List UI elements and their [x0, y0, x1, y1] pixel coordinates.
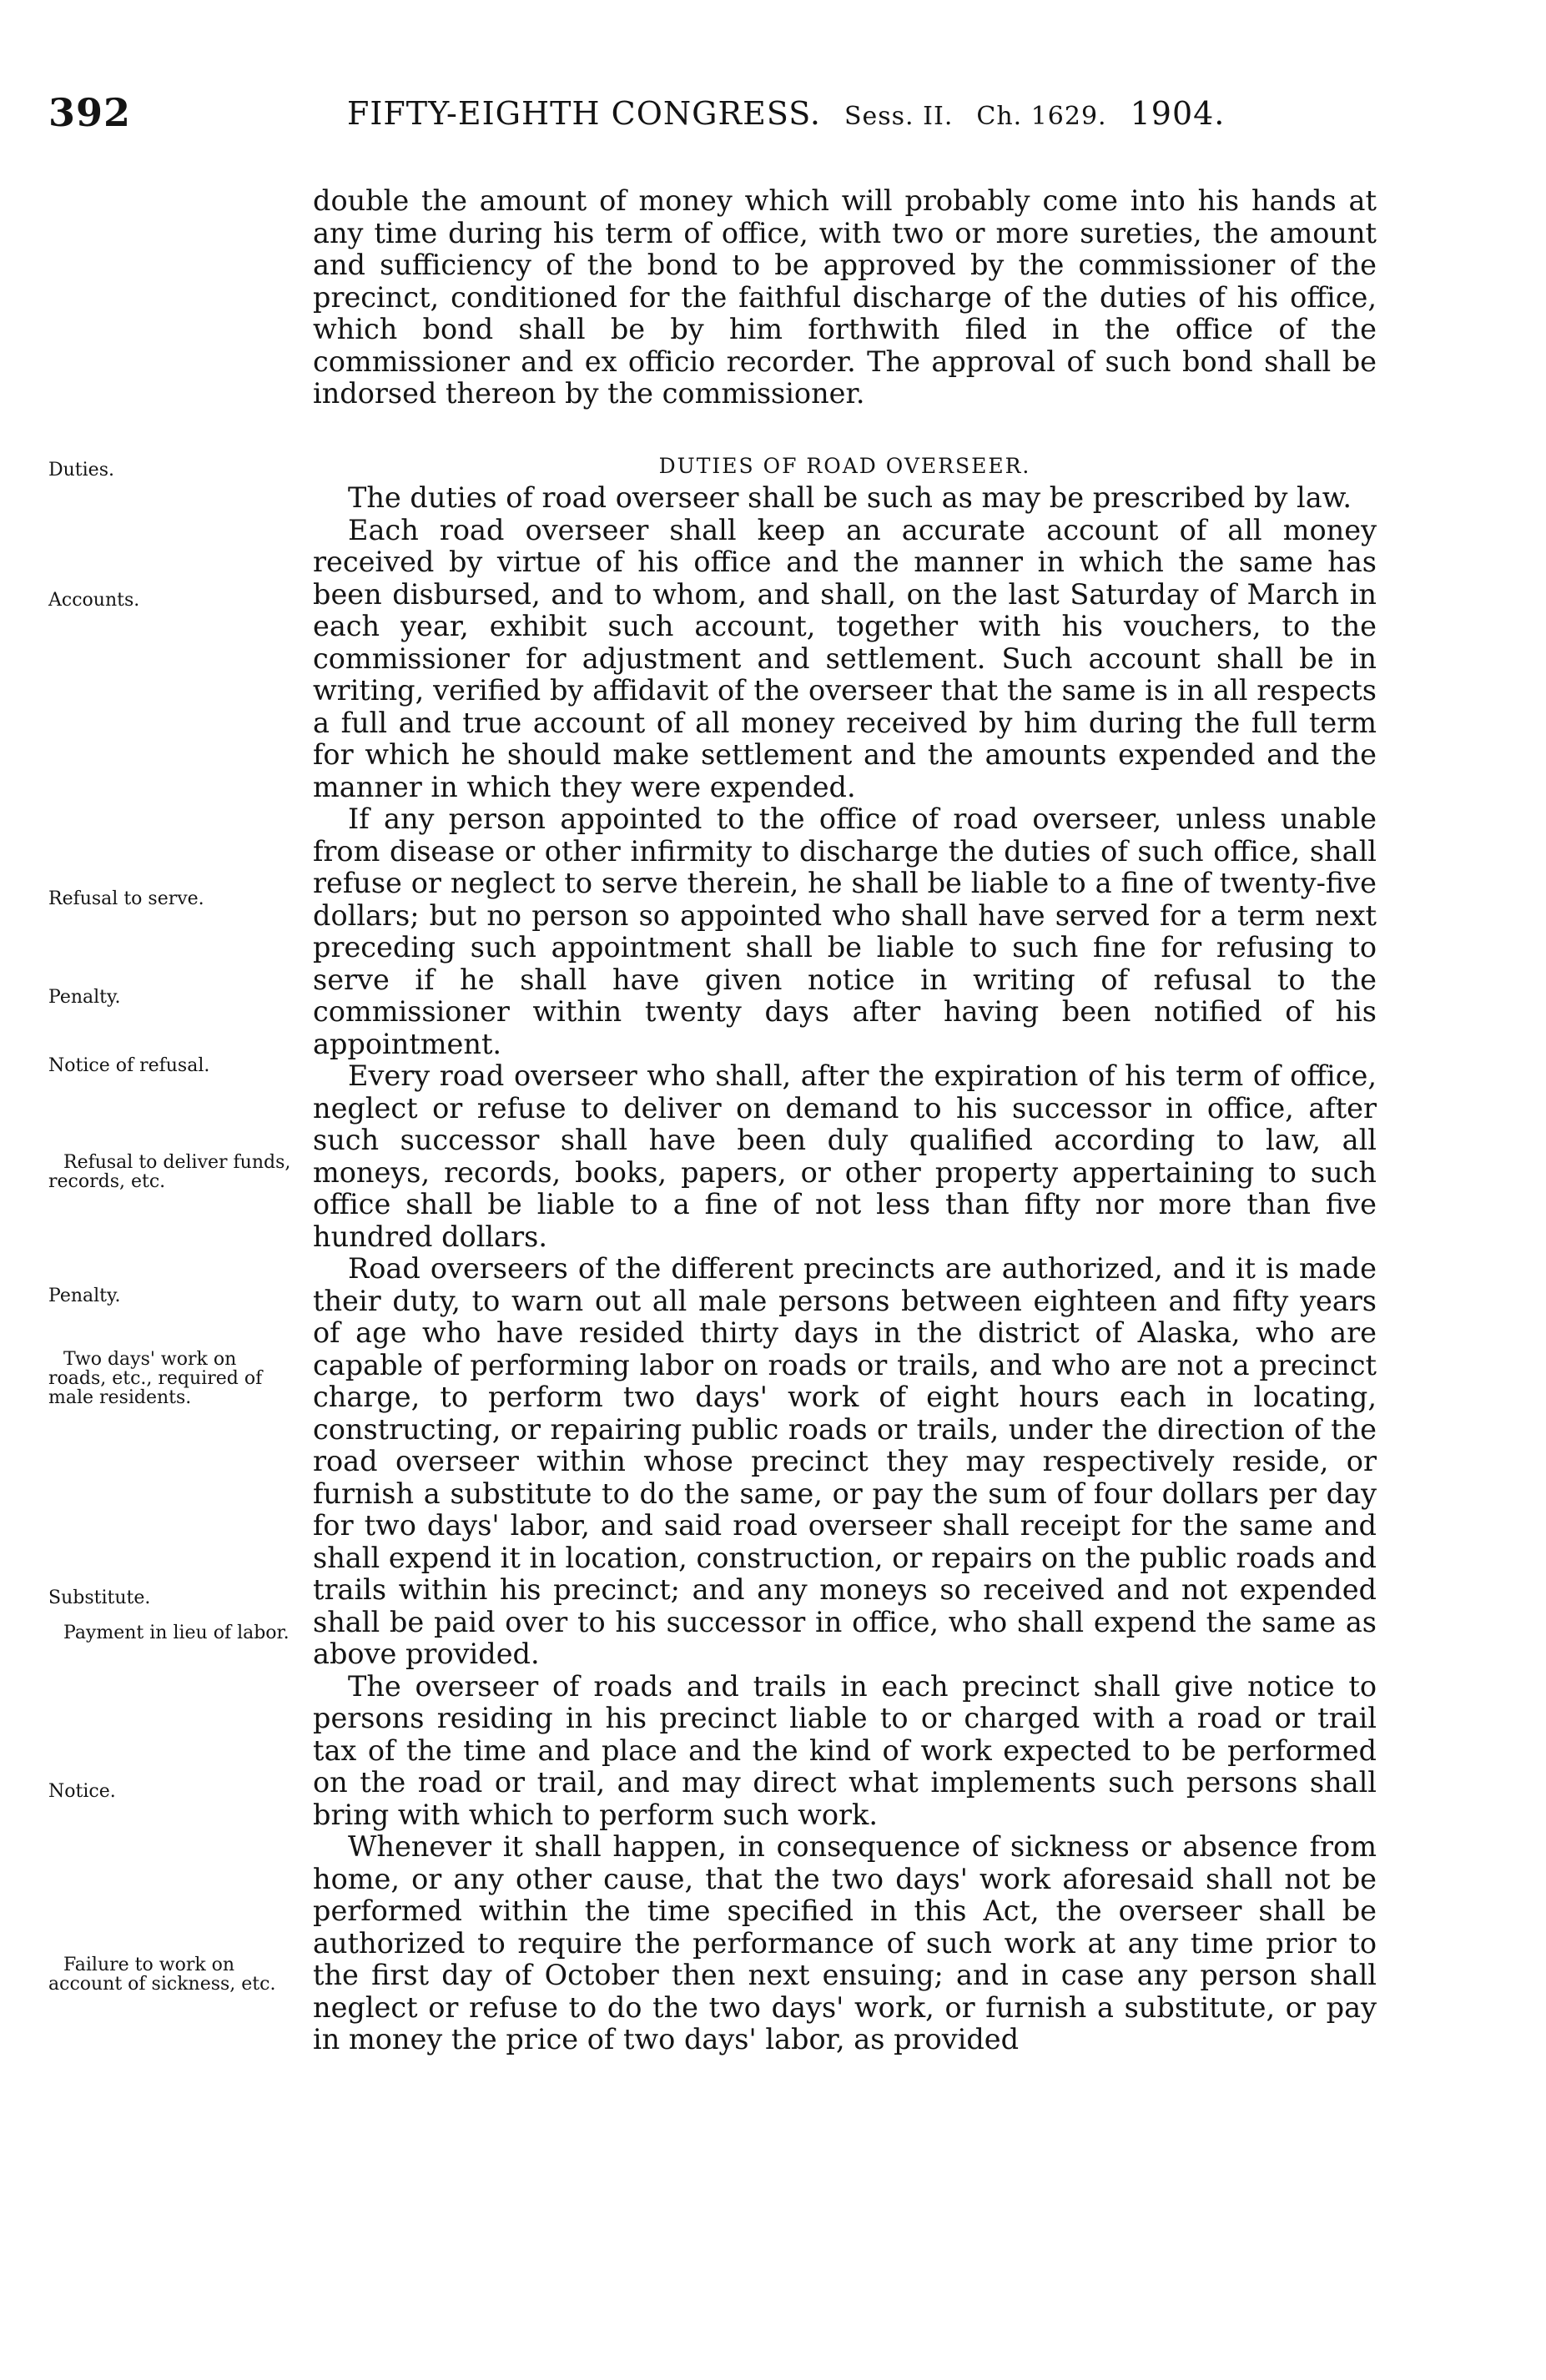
paragraph-refusal-to-serve: If any person appointed to the office of road overseer, unless unable from disease or other infirmity to discharge the duties of such office, shall refuse or neglect to serve therein, he shall be liable to a fine of twenty-five dollars; but no person so appointed who shall have served for a term next preceding such appointment shall be liable to such fine for refusing to serve if he shall have given notice in writing of refusal to the commissioner within twenty days after having been notified of his appointment. [313, 803, 1377, 1060]
session-label: Sess. II. [844, 102, 954, 131]
margin-note-two-days-work: Two days' work on roads, etc., required of male residents. [48, 1349, 263, 1408]
page-number: 392 [48, 90, 132, 135]
margin-note-accounts: Accounts. [48, 590, 140, 611]
year-label: 1904. [1130, 95, 1226, 132]
margin-note-payment-in-lieu: Payment in lieu of labor. [63, 1623, 290, 1643]
margin-note-penalty-2: Penalty. [48, 1286, 121, 1306]
intro-paragraph-block [313, 185, 1377, 410]
section-body [313, 482, 1377, 2056]
margin-note-duties: Duties. [48, 460, 114, 481]
paragraph-duties: The duties of road overseer shall be such as may be prescribed by law. [348, 481, 1352, 514]
paragraph-refusal-to-deliver: Every road overseer who shall, after the expiration of his term of office, neglect or refuse to deliver on demand to his successor in office, after such successor shall have been duly qualified according to law, all moneys, records, books, papers, or other property appertaining to such office shall be liable to a fine of not less than fifty nor more than five hundred dollars. [313, 1059, 1377, 1253]
margin-note-penalty: Penalty. [48, 987, 121, 1008]
running-head [347, 95, 1225, 132]
page-header [0, 90, 1546, 140]
margin-note-failure-to-work: Failure to work on account of sickness, etc. [48, 1955, 276, 1995]
margin-note-notice: Notice. [48, 1781, 116, 1802]
paragraph-failure-to-work: Whenever it shall happen, in consequence of sickness or absence from home, or any other cause, that the two days' work aforesaid shall not be performed within the time specified in this Act, the overseer shall be authorized to require the performance of such work at any time prior to the first day of October then next ensuing; and in case any person shall neglect or refuse to do the two days' work, or furnish a substitute, or pay in money the price of two days' labor, as provided [313, 1830, 1377, 2055]
chapter-label: Ch. 1629. [976, 102, 1107, 131]
paragraph-notice: The overseer of roads and trails in each precinct shall give notice to persons residing in his precinct liable to or charged with a road or trail tax of the time and place and the kind of work expected to be performed on the road or trail, and may direct what implements such persons shall bring with which to perform such work. [313, 1669, 1377, 1831]
margin-note-notice-of-refusal: Notice of refusal. [48, 1055, 210, 1076]
margin-note-substitute: Substitute. [48, 1588, 151, 1608]
margin-note-refusal-to-serve: Refusal to serve. [48, 888, 204, 909]
margin-note-refusal-to-deliver: Refusal to deliver funds, records, etc. [48, 1152, 291, 1192]
paragraph-two-days-work: Road overseers of the different precincts are authorized, and it is made their duty, to warn out all male persons between eighteen and fifty years of age who have resided thirty days in the district of Alaska, who are capable of performing labor on roads or trails, and who are not a precinct charge, to perform two days' work of eight hours each in locating, constructing, or repairing public roads or trails, under the direction of the road overseer within whose precinct they may respectively reside, or furnish a substitute to do the same, or pay the sum of four dollars per day for two days' labor, and said road overseer shall receipt for the same and shall expend it in location, construction, or repairs on the public roads and trails within his precinct; and any moneys so received and not expended shall be paid over to his successor in office, who shall expend the same as above provided. [313, 1252, 1377, 1670]
paragraph-accounts: Each road overseer shall keep an accurate account of all money received by virtue of his office and the manner in which the same has been disbursed, and to whom, and shall, on the last Saturday of March in each year, exhibit such account, together with his vouchers, to the commissioner for adjustment and settlement. Such account shall be in writing, verified by affidavit of the overseer that the same is in all respects a full and true account of all money received by him during the full term for which he should make settlement and the amounts expended and the manner in which they were expended. [313, 513, 1377, 803]
congress-title: FIFTY-EIGHTH CONGRESS. [347, 95, 821, 132]
intro-paragraph: double the amount of money which will probably come into his hands at any time during his term of office, with two or more sureties, the amount and sufficiency of the bond to be approved by the commissioner of the precinct, conditioned for the faithful discharge of the duties of his office, which bond shall be by him forthwith filed in the office of the commissioner and ex officio recorder. The approval of such bond shall be indorsed thereon by the commissioner. [313, 184, 1377, 410]
section-heading: DUTIES OF ROAD OVERSEER. [658, 454, 1031, 478]
